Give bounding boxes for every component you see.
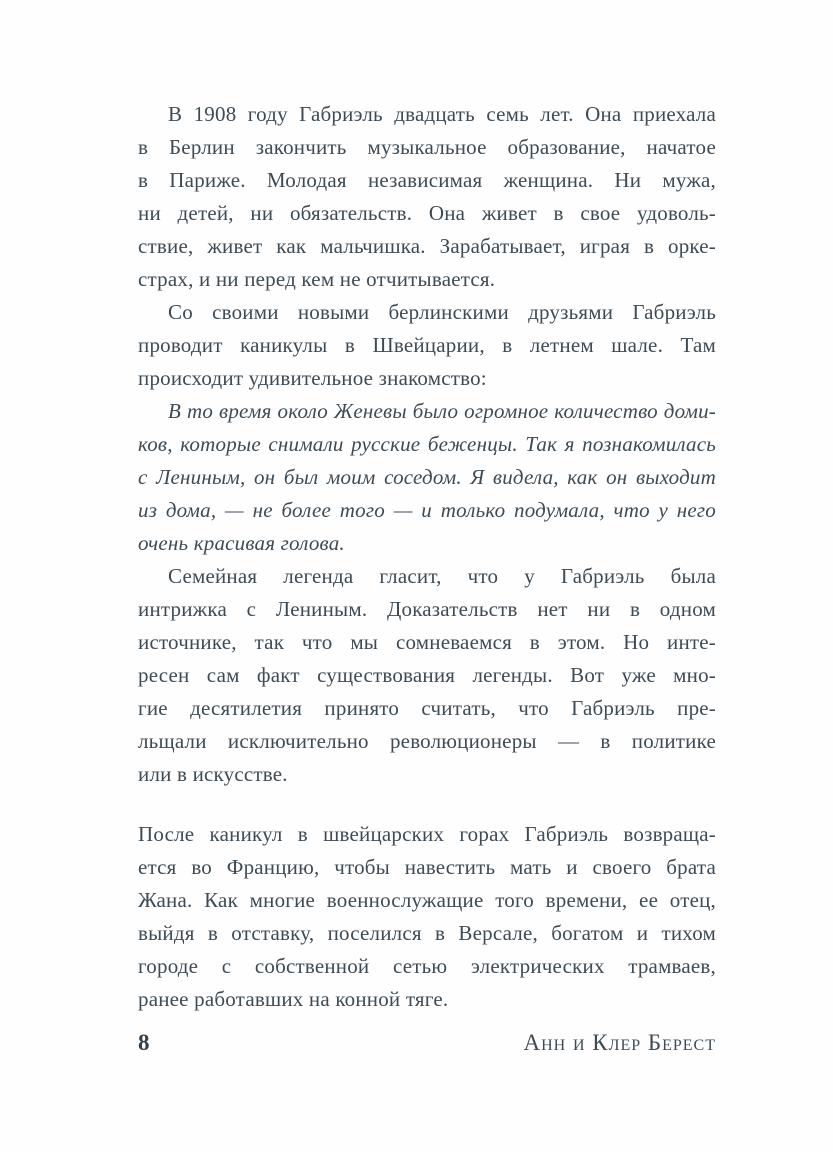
text-line: ствие, живет как мальчишка. Зарабатывает, играя в орке- <box>138 234 716 258</box>
text-line: интрижка с Лениным. Доказательств нет ни в одном <box>138 597 716 621</box>
body-paragraph <box>138 296 716 395</box>
quote-paragraph <box>138 395 716 560</box>
page-number: 8 <box>138 1030 150 1055</box>
text-line: ранее работавших на конной тяге. <box>138 987 449 1011</box>
text-line: В 1908 году Габриэль двадцать семь лет. Она приехала <box>168 102 716 126</box>
text-line: Семейная легенда гласит, что у Габриэль была <box>168 564 716 588</box>
text-line: проводит каникулы в Швейцарии, в летнем шале. Там <box>138 333 716 357</box>
text-line: Жана. Как многие военнослужащие того времени, ее отец, <box>138 888 716 912</box>
text-line: в Берлин закончить музыкальное образование, начатое <box>138 135 716 159</box>
text-line: ется во Францию, чтобы навестить мать и своего брата <box>138 855 716 879</box>
text-line: гие десятилетия принято считать, что Габриэль пре- <box>138 696 716 720</box>
text-line: источнике, так что мы сомневаемся в этом. Но инте- <box>138 630 716 654</box>
text-line: ресен сам факт существования легенды. Вот уже мно- <box>138 663 716 687</box>
page-footer <box>0 1016 833 1056</box>
text-line: После каникул в швейцарских горах Габриэль возвраща- <box>138 822 716 846</box>
text-line: происходит удивительное знакомство: <box>138 366 487 390</box>
text-line: выйдя в отставку, поселился в Версале, богатом и тихом <box>138 921 716 945</box>
text-line: страх, и ни перед кем не отчитывается. <box>138 267 496 291</box>
text-line: ни детей, ни обязательств. Она живет в свое удоволь- <box>138 201 716 225</box>
body-paragraph <box>138 560 716 791</box>
text-line: очень красивая голова. <box>138 531 345 555</box>
text-line: из дома, — не более того — и только подумала, что у него <box>138 498 716 522</box>
text-line: городе с собственной сетью электрических трамваев, <box>138 954 716 978</box>
body-paragraph <box>138 98 716 296</box>
text-line: В то время около Женевы было огромное количество доми- <box>168 399 716 423</box>
text-line: Со своими новыми берлинскими друзьями Габриэль <box>168 300 716 324</box>
text-line: или в искусстве. <box>138 762 288 786</box>
text-line: в Париже. Молодая независимая женщина. Ни мужа, <box>138 168 716 192</box>
text-line: ков, которые снимали русские беженцы. Так я познакомилась <box>138 432 716 456</box>
body-paragraph <box>138 818 716 1016</box>
text-line: с Лениным, он был моим соседом. Я видела, как он выходит <box>138 465 716 489</box>
running-title: Анн и Клер Берест <box>523 1030 716 1055</box>
text-line: льщали исключительно революционеры — в политике <box>138 729 716 753</box>
